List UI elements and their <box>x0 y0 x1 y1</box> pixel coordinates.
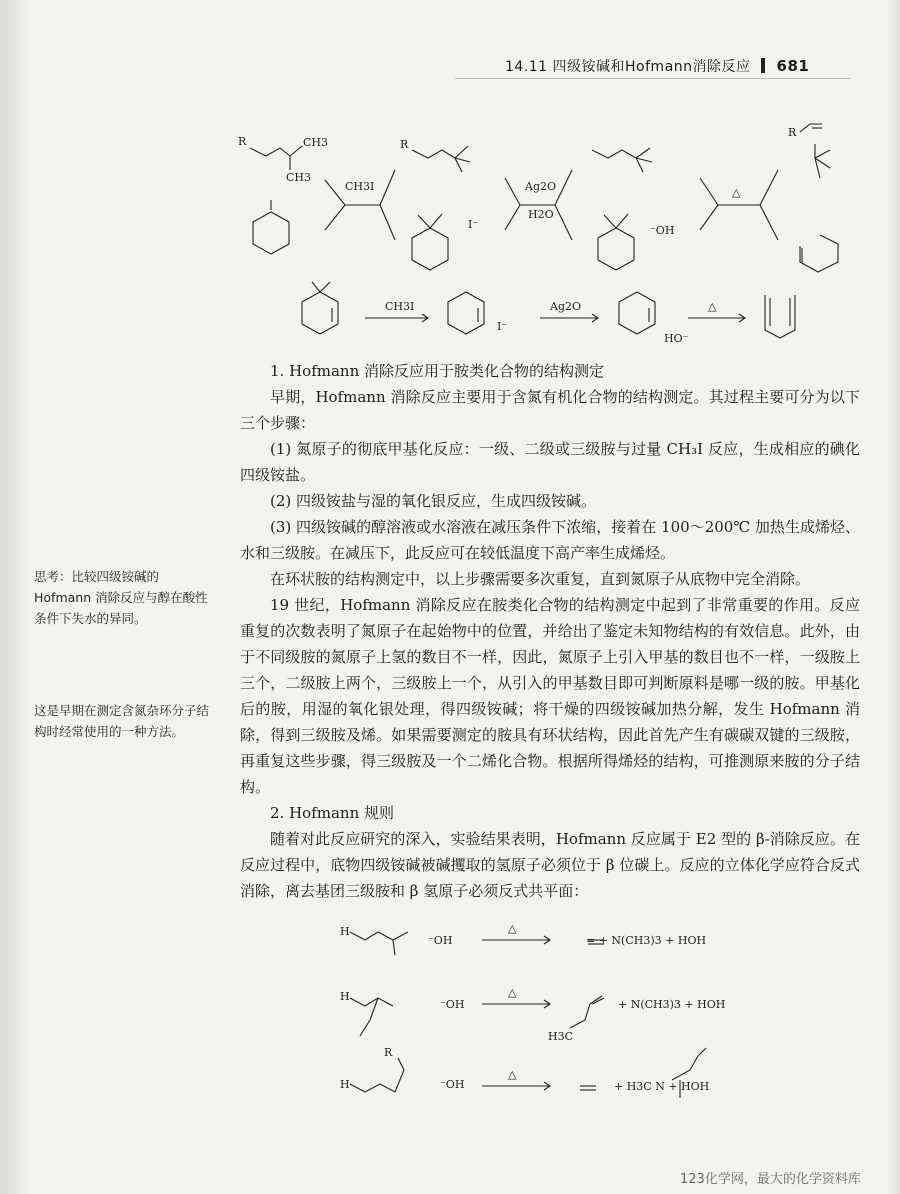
r1-products: = + N(CH3)3 + HOH <box>586 934 707 947</box>
paragraph-e2: 随着对此反应研究的深入，实验结果表明，Hofmann 反应属于 E2 型的 β-消除反应。在反应过程中，底物四级铵碱被碱攫取的氢原子必须位于 β 位碳上。反应的立体化学应符合反式消除，离去基团三级胺和 β 氢原子必须反式共平面： <box>240 830 860 900</box>
sidenote-think: 思考：比较四级铵碱的 Hofmann 消除反应与醇在酸性条件下失水的异同。 <box>34 569 208 626</box>
scheme2-iodide: I⁻ <box>497 320 508 333</box>
quat-r: R <box>400 138 409 151</box>
r1-oh: ⁻OH <box>428 934 453 947</box>
step-3: (3) 四级铵碱的醇溶液或水溶液在减压条件下浓缩，接着在 100～200℃ 加热生成烯烃、水和三级胺。在减压下，此反应可在较低温度下高产率生成烯烃。 <box>240 518 860 562</box>
paragraph-history: 19 世纪，Hofmann 消除反应在胺类化合物的结构测定中起到了非常重要的作用。反应重复的次数表明了氮原子在起始物中的位置，并给出了鉴定未知物结构的有效信息。此外，由于不同级胺的氮原子上氢的数目不一样，因此，氮原子上引入甲基的数目也不一样，一级胺上三个，二级胺上两个，三级胺上一个，从引入的甲基数目即可判断原料是哪一级的胺。甲基化后的胺，用湿的氧化银处理，得四级铵碱；将干燥的四级铵碱加热分解，发生 Hofmann 消除，得到三级胺及烯。如果需要测定的胺具有环状结构，因此首先产生有碳碳双键的三级胺，再重复这些步骤，得三级胺及一个二烯化合物。根据所得烯烃的结构，可推测原来胺的分子结构。 <box>240 596 860 796</box>
section1-heading: 1. Hofmann 消除反应用于胺类化合物的结构测定 <box>270 362 605 380</box>
r2-oh: ⁻OH <box>440 998 465 1011</box>
amine-r: R <box>238 135 247 148</box>
r1-delta: △ <box>508 922 517 935</box>
reagent-ch3i: CH3I <box>345 180 375 193</box>
reagent-h2o: H2O <box>528 208 554 221</box>
reagent-ag2o: Ag2O <box>525 180 557 193</box>
paragraph-intro: 早期，Hofmann 消除反应主要用于含氮有机化合物的结构测定。其过程主要可分为以下三个步骤： <box>240 388 860 432</box>
r3-products: + H3C N + HOH <box>614 1080 710 1093</box>
scheme2-reagent2: Ag2O <box>550 300 582 313</box>
scheme2-delta: △ <box>708 300 717 313</box>
step-2: (2) 四级铵盐与湿的氧化银反应，生成四级铵碱。 <box>270 492 597 510</box>
section-title: 14.11 四级铵碱和Hofmann消除反应 <box>505 59 751 75</box>
page-number: 681 <box>776 57 810 75</box>
r2-products: + N(CH3)3 + HOH <box>618 998 726 1011</box>
r2-delta: △ <box>508 986 517 999</box>
r2-product-label: H3C <box>548 1030 574 1043</box>
r3-delta: △ <box>508 1068 517 1081</box>
hydroxide-ion: ⁻OH <box>650 224 675 237</box>
delta-sign: △ <box>732 186 741 199</box>
paragraph-repeat: 在环状胺的结构测定中，以上步骤需要多次重复，直到氮原子从底物中完全消除。 <box>270 570 811 588</box>
scheme2-hydroxide: HO⁻ <box>664 332 689 345</box>
alkene-r: R <box>788 126 797 139</box>
amine-ch3-a: CH3 <box>303 136 329 149</box>
sidenote-method: 这是早期在测定含氮杂环分子结构时经常使用的一种方法。 <box>34 703 210 739</box>
iodide-ion: I⁻ <box>468 218 479 231</box>
r2-h: H <box>340 990 350 1003</box>
step-1: (1) 氮原子的彻底甲基化反应：一级、二级或三级胺与过量 CH₃I 反应，生成相应的碘化四级铵盐。 <box>240 440 860 484</box>
r3-r: R <box>384 1046 393 1059</box>
amine-ch3-b: CH3 <box>286 171 312 184</box>
scheme2-reagent1: CH3I <box>385 300 415 313</box>
r3-h: H <box>340 1078 350 1091</box>
r3-oh: ⁻OH <box>440 1078 465 1091</box>
watermark: 123化学网，最大的化学资料库 <box>680 1172 861 1187</box>
section2-heading: 2. Hofmann 规则 <box>270 804 394 822</box>
r1-h: H <box>340 925 350 938</box>
